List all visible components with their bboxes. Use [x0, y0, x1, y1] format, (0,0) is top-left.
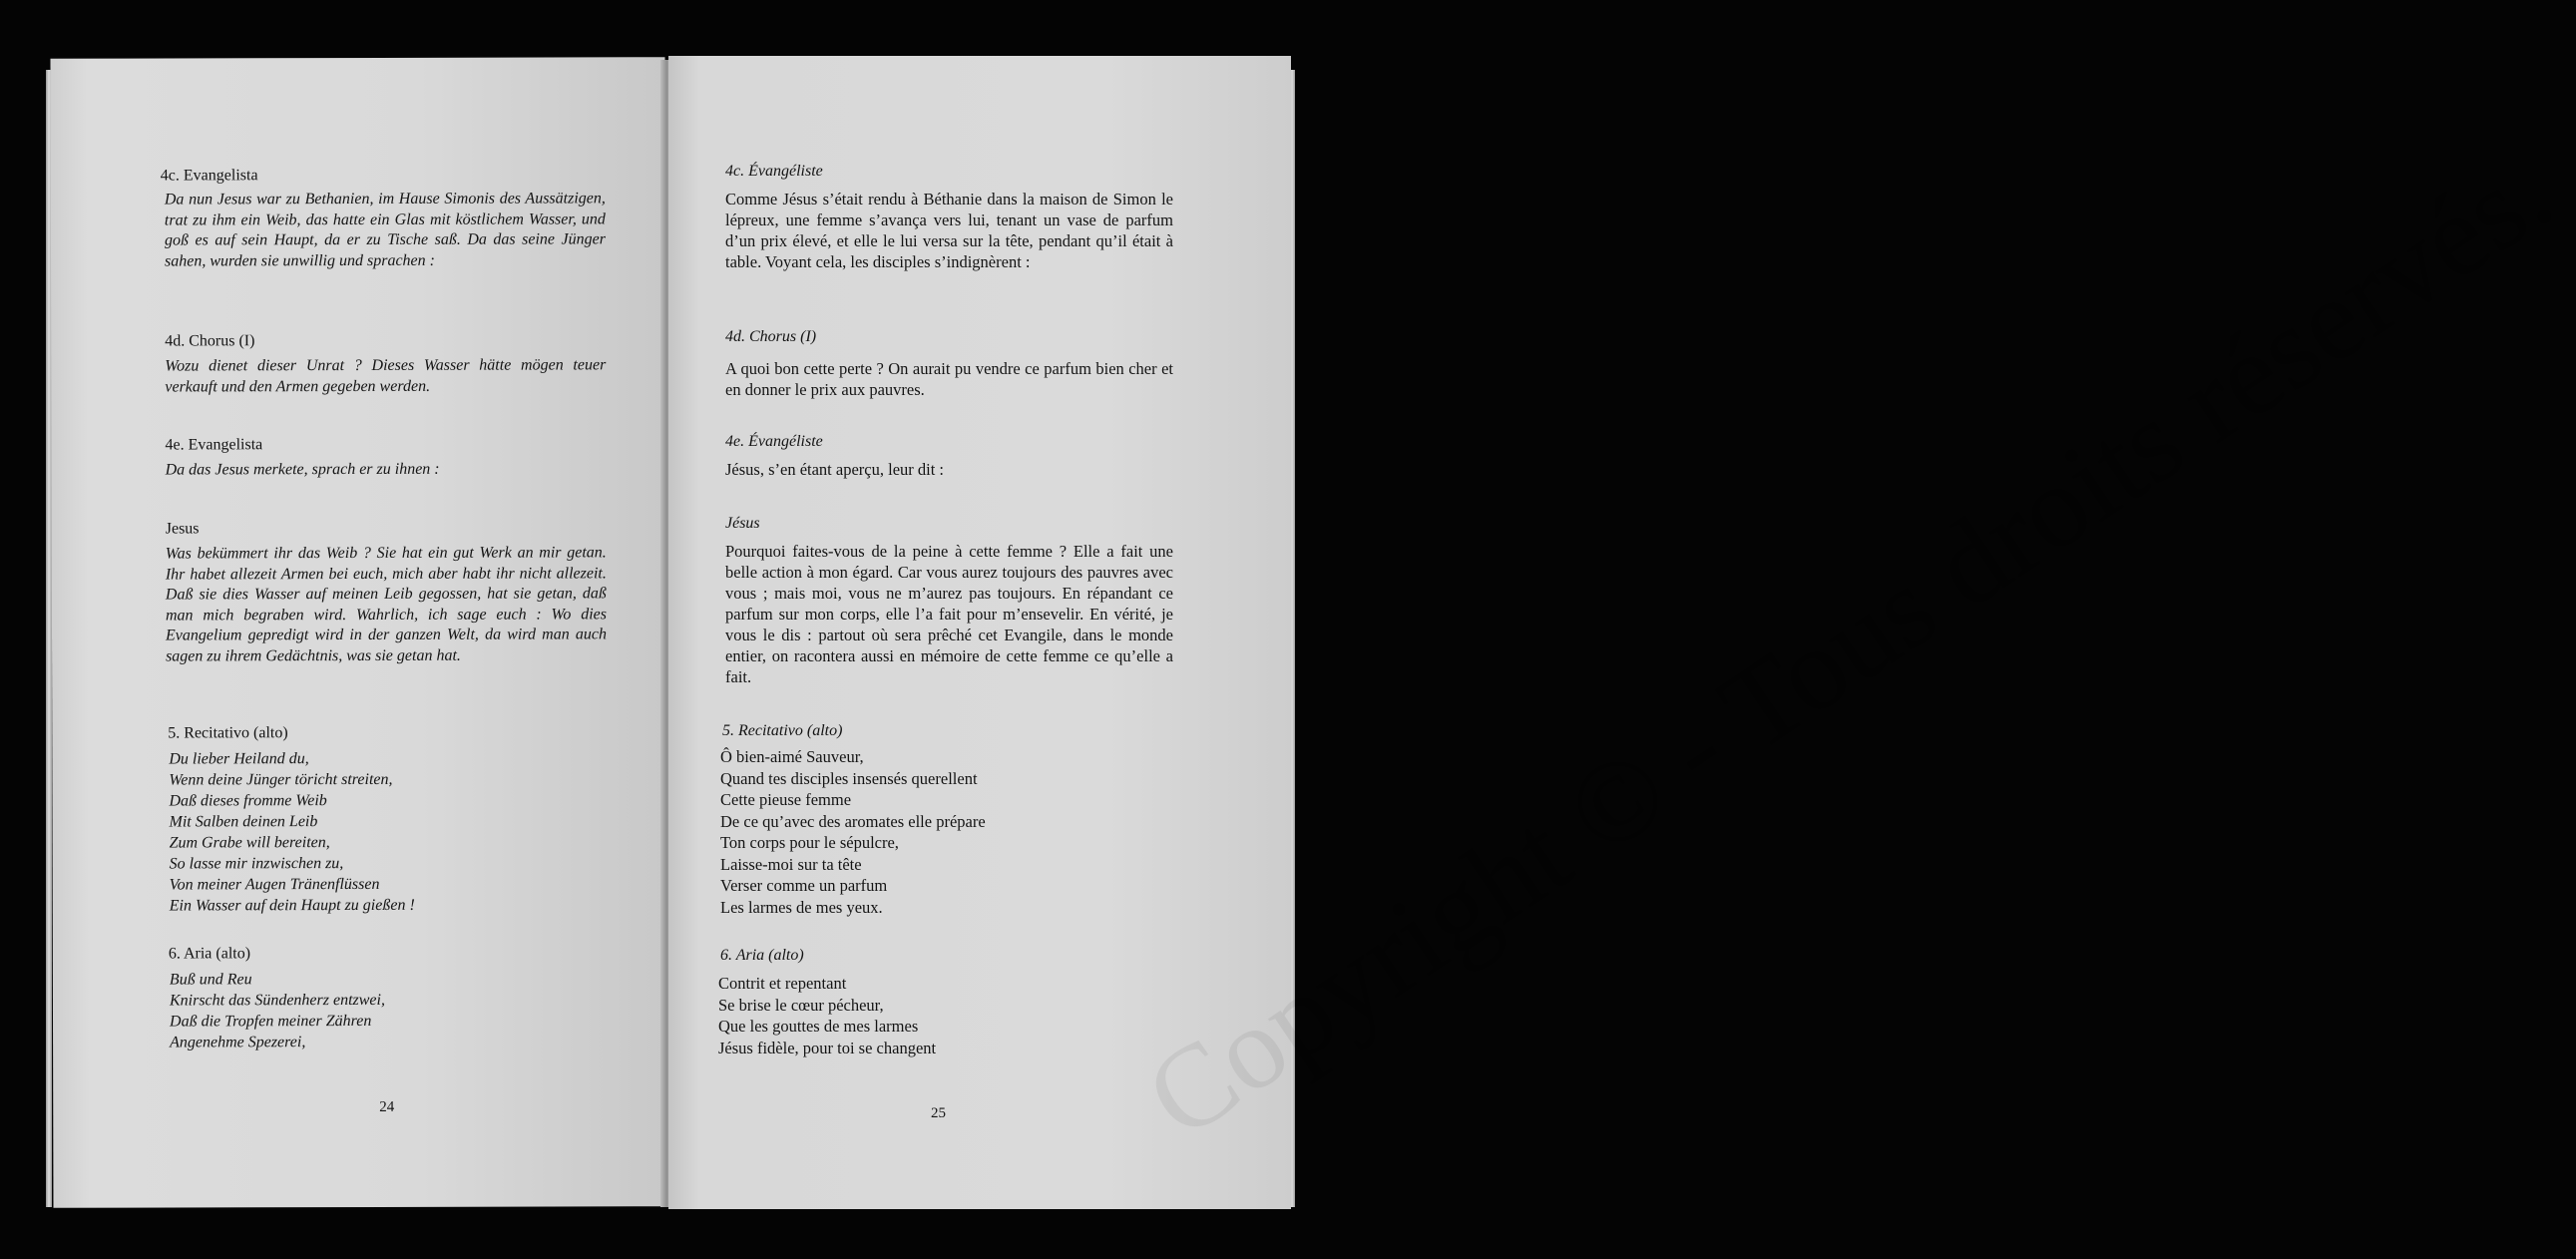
verse-line: Verser comme un parfum [720, 876, 888, 895]
left-page [50, 57, 667, 1208]
section-text: A quoi bon cette perte ? On aurait pu vendre ce parfum bien cher et en donner le prix aux pauvres. [725, 359, 1173, 399]
section-heading: 4c. Evangelista [160, 167, 258, 185]
verse-line: Se brise le cœur pécheur, [718, 995, 884, 1015]
verse-block [170, 969, 385, 1053]
section-heading: 4d. Chorus (I) [725, 328, 817, 345]
page-number: 24 [379, 1098, 395, 1115]
verse-line: Daß die Tropfen meiner Zähren [169, 1012, 372, 1031]
section-heading: Jésus [725, 515, 760, 532]
verse-line: Laisse-moi sur ta tête [720, 854, 862, 874]
verse-line: Knirscht das Sündenherz entzwei, [169, 991, 385, 1010]
section-heading: 4e. Evangelista [165, 436, 263, 454]
verse-block [718, 973, 936, 1058]
verse-line: Zum Grabe will bereiten, [169, 834, 330, 852]
verse-line: Cette pieuse femme [720, 790, 852, 809]
section-heading: 6. Aria (alto) [168, 945, 251, 963]
verse-line: Wenn deine Jünger töricht streiten, [169, 770, 393, 789]
verse-line: Mit Salben deinen Leib [169, 813, 318, 831]
section-text: Da das Jesus merkete, sprach er zu ihnen : [165, 460, 440, 479]
page-number: 25 [931, 1105, 946, 1121]
verse-line: Contrit et repentant [718, 974, 847, 993]
section-heading: 5. Recitativo (alto) [722, 722, 843, 739]
section-text: Jésus, s’en étant aperçu, leur dit : [725, 460, 945, 479]
verse-line: Que les gouttes de mes larmes [718, 1017, 919, 1036]
verse-line: Les larmes de mes yeux. [720, 897, 883, 917]
section-heading: Jesus [165, 520, 200, 538]
verse-line: Ton corps pour le sépulcre, [720, 833, 899, 852]
watermark: Copyright © - Tous droits réservés. [1123, 126, 2575, 1164]
verse-line: Angenehme Spezerei, [170, 1034, 306, 1051]
verse-line: Ein Wasser auf dein Haupt zu gießen ! [169, 896, 415, 915]
verse-block [169, 748, 415, 917]
section-text: Da nun Jesus war zu Bethanien, im Hause Simonis des Aussätzigen, trat zu ihm ein Weib, das hatte ein Glas mit köstlichem Wasser, und goß es auf sein Haupt, da er zu Tische saß. Da das seine Jünger sahen, wurden sie unwillig und sprachen : [164, 190, 606, 270]
section-text: Pourquoi faites-vous de la peine à cette femme ? Elle a fait une belle action à mon égard. Car vous aurez toujours des pauvres avec vous ; mais moi, vous ne m’aurez pas toujours. En répandant ce parfum sur mon corps, elle l’a fait pour m’ensevelir. En vérité, je vous le dis : partout où sera prêché cet Evangile, dans le monde entier, on racontera aussi en mémoire de cette femme ce qu’elle a fait. [725, 542, 1173, 686]
section-heading: 4e. Évangéliste [725, 433, 823, 450]
right-page [668, 56, 2575, 1209]
section-text: Comme Jésus s’était rendu à Béthanie dans la maison de Simon le lépreux, une femme s’avança vers lui, tenant un vase de parfum d’un prix élevé, et elle le lui versa sur la tête, pendant qu’il était à table. Voyant cela, les disciples s’indignèrent : [725, 190, 1173, 271]
section-heading: 4d. Chorus (I) [165, 332, 255, 350]
verse-line: Daß dieses fromme Weib [169, 792, 327, 810]
verse-line: Du lieber Heiland du, [169, 750, 309, 768]
section-heading: 5. Recitativo (alto) [168, 724, 288, 742]
verse-line: Quand tes disciples insensés querellent [720, 768, 978, 788]
verse-line: De ce qu’avec des aromates elle prépare [720, 811, 986, 831]
verse-line: Von meiner Augen Tränenflüssen [169, 875, 380, 894]
verse-line: Jésus fidèle, pour toi se changent [718, 1038, 937, 1057]
verse-line: So lasse mir inzwischen zu, [169, 855, 344, 873]
section-heading: 4c. Évangéliste [725, 163, 823, 180]
verse-block [720, 746, 986, 918]
section-heading: 6. Aria (alto) [720, 947, 804, 964]
section-text: Wozu dienet dieser Unrat ? Dieses Wasser hätte mögen teuer verkauft und den Armen gegeben werden. [165, 356, 607, 396]
section-text: Was bekümmert ihr das Weib ? Sie hat ein gut Werk an mir getan. Ihr habet allezeit Armen bei euch, mich aber habt ihr nicht allezeit. Daß sie dies Wasser auf meinen Leib gegossen, hat sie getan, daß man mich begraben wird. Wahrlich, ich sage euch : Wo dies Evangelium gepredigt wird in der ganzen Welt, da wird man auch sagen zu ihrem Gedächtnis, was sie getan hat. [165, 544, 608, 665]
verse-line: Buß und Reu [169, 971, 252, 989]
verse-line: Ô bien-aimé Sauveur, [720, 747, 864, 766]
